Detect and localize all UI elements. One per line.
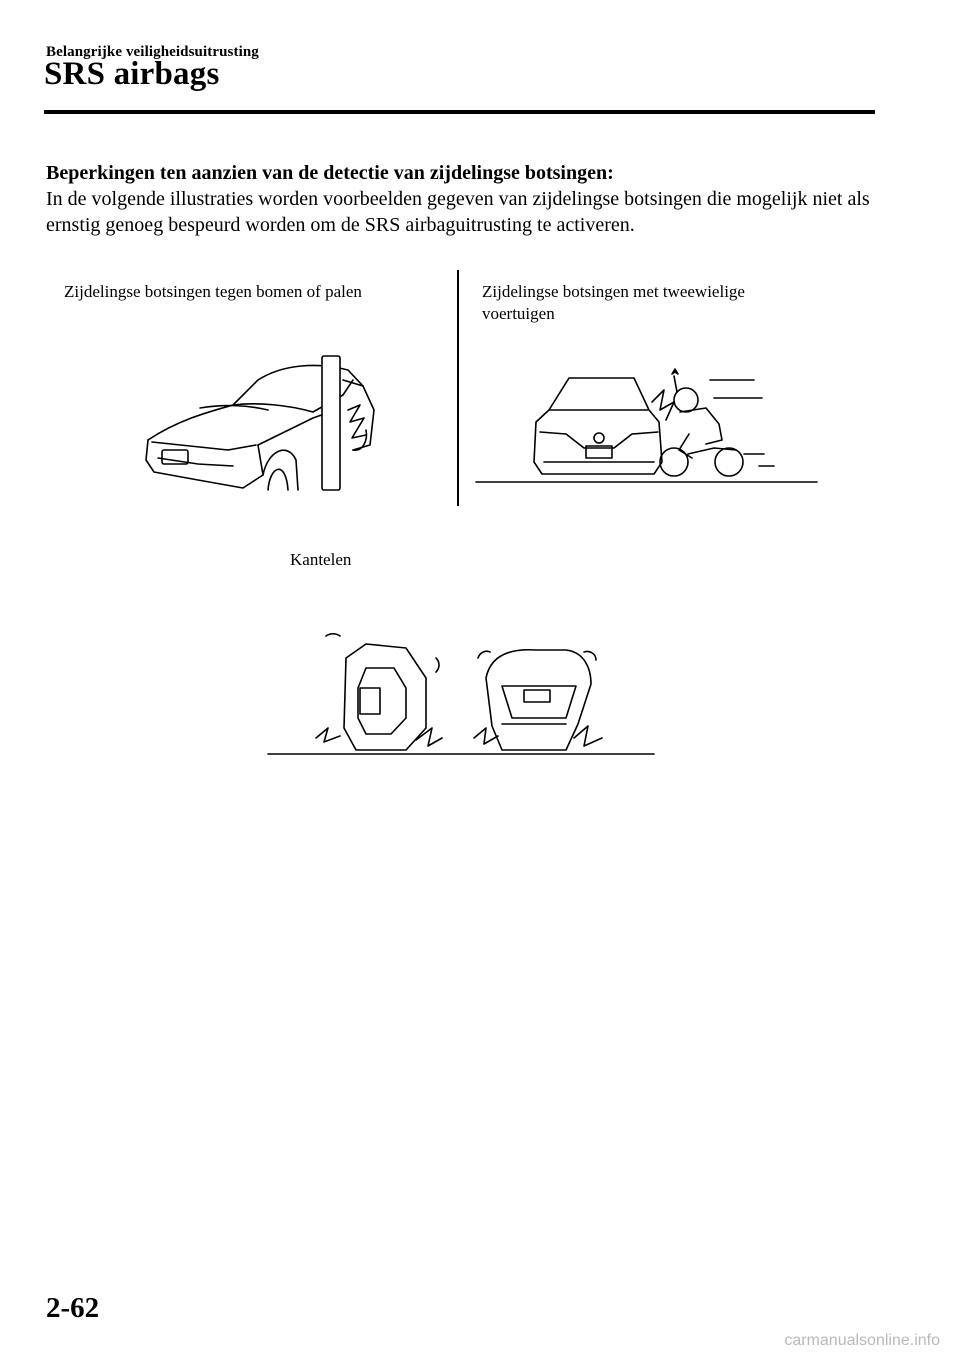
- intro-paragraph: In de volgende illustraties worden voorbeelden gegeven van zijdelingse botsingen die mogelijk niet als ernstig genoeg bespeurd worden om de SRS airbaguitrusting te activeren.: [46, 188, 870, 236]
- watermark: carmanualsonline.info: [784, 1332, 940, 1349]
- page-number: 2-62: [46, 1292, 100, 1324]
- section-label: Belangrijke veiligheidsuitrusting: [46, 44, 259, 60]
- motorcycle-collision-illustration: [474, 362, 819, 487]
- figure-divider: [457, 270, 459, 506]
- pole-collision-caption: Zijdelingse botsingen tegen bomen of palen: [64, 282, 362, 301]
- pole-collision-illustration: [138, 350, 388, 495]
- page-title: SRS airbags: [44, 56, 220, 92]
- motorcycle-collision-caption: Zijdelingse botsingen met tweewielige voertuigen: [482, 282, 745, 323]
- rollover-illustration: [266, 628, 656, 763]
- title-rule: [44, 110, 875, 114]
- rollover-caption: Kantelen: [290, 550, 352, 569]
- subheading: Beperkingen ten aanzien van de detectie van zijdelingse botsingen:: [46, 162, 614, 184]
